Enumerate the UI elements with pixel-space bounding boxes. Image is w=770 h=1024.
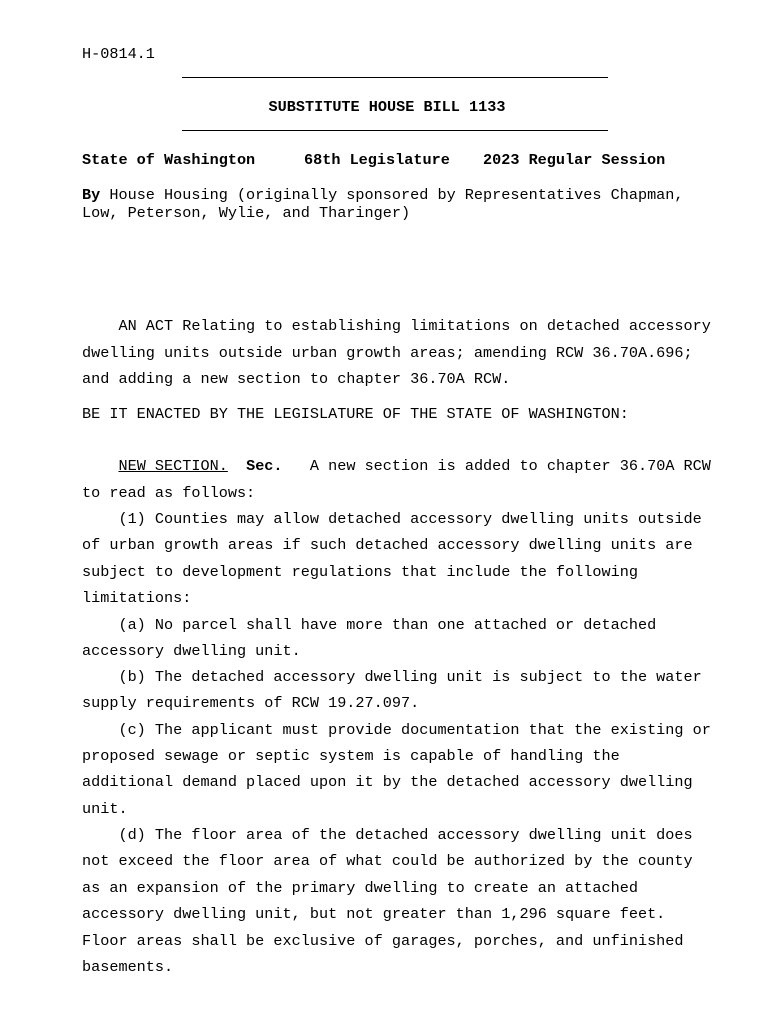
- section-line: (a) No parcel shall have more than one attached or detached: [82, 616, 657, 634]
- sponsor-line-2: Low, Peterson, Wylie, and Tharinger): [82, 204, 411, 222]
- section-intro-line-2: to read as follows:: [82, 484, 256, 502]
- section-line: Floor areas shall be exclusive of garages, porches, and unfinished: [82, 932, 684, 950]
- section-line: accessory dwelling unit, but not greater than 1,296 square feet.: [82, 905, 666, 923]
- new-section-label: NEW SECTION.: [118, 457, 228, 475]
- header-session: 2023 Regular Session: [483, 151, 666, 169]
- document-id: H-0814.1: [82, 45, 155, 63]
- section-line: accessory dwelling unit.: [82, 642, 301, 660]
- act-line-2: dwelling units outside urban growth areas; amending RCW 36.70A.696;: [82, 344, 693, 362]
- section-line: as an expansion of the primary dwelling to create an attached: [82, 879, 638, 897]
- sponsor-line-1: [82, 186, 684, 204]
- section-line: (b) The detached accessory dwelling unit is subject to the water: [82, 668, 702, 686]
- sponsor-by-label: By: [82, 186, 101, 204]
- section-line: limitations:: [82, 589, 192, 607]
- section-line: additional demand placed upon it by the detached accessory dwelling: [82, 773, 693, 791]
- bottom-rule: [182, 130, 608, 131]
- section-line: subject to development regulations that include the following: [82, 563, 638, 581]
- enacting-clause: BE IT ENACTED BY THE LEGISLATURE OF THE STATE OF WASHINGTON:: [82, 405, 629, 423]
- section-line: of urban growth areas if such detached accessory dwelling units are: [82, 536, 693, 554]
- section-line: proposed sewage or septic system is capable of handling the: [82, 747, 620, 765]
- header-legislature: 68th Legislature: [304, 151, 450, 169]
- section-intro-text: A new section is added to chapter 36.70A RCW: [282, 457, 711, 475]
- section-line: (d) The floor area of the detached accessory dwelling unit does: [82, 826, 693, 844]
- sec-label: Sec.: [246, 457, 283, 475]
- section-line: supply requirements of RCW 19.27.097.: [82, 694, 420, 712]
- section-intro-line-1: [82, 457, 711, 475]
- section-line: (c) The applicant must provide documentation that the existing or: [82, 721, 711, 739]
- act-line-3: and adding a new section to chapter 36.70A RCW.: [82, 370, 511, 388]
- section-line: basements.: [82, 958, 174, 976]
- header-state: State of Washington: [82, 151, 256, 169]
- top-rule: [182, 77, 608, 78]
- sponsor-text: House Housing (originally sponsored by Representatives Chapman,: [100, 186, 684, 204]
- bill-title: SUBSTITUTE HOUSE BILL 1133: [268, 98, 506, 116]
- section-line: (1) Counties may allow detached accessory dwelling units outside: [82, 510, 702, 528]
- act-line-1: AN ACT Relating to establishing limitations on detached accessory: [82, 317, 711, 335]
- section-line: unit.: [82, 800, 128, 818]
- section-line: not exceed the floor area of what could be authorized by the county: [82, 852, 693, 870]
